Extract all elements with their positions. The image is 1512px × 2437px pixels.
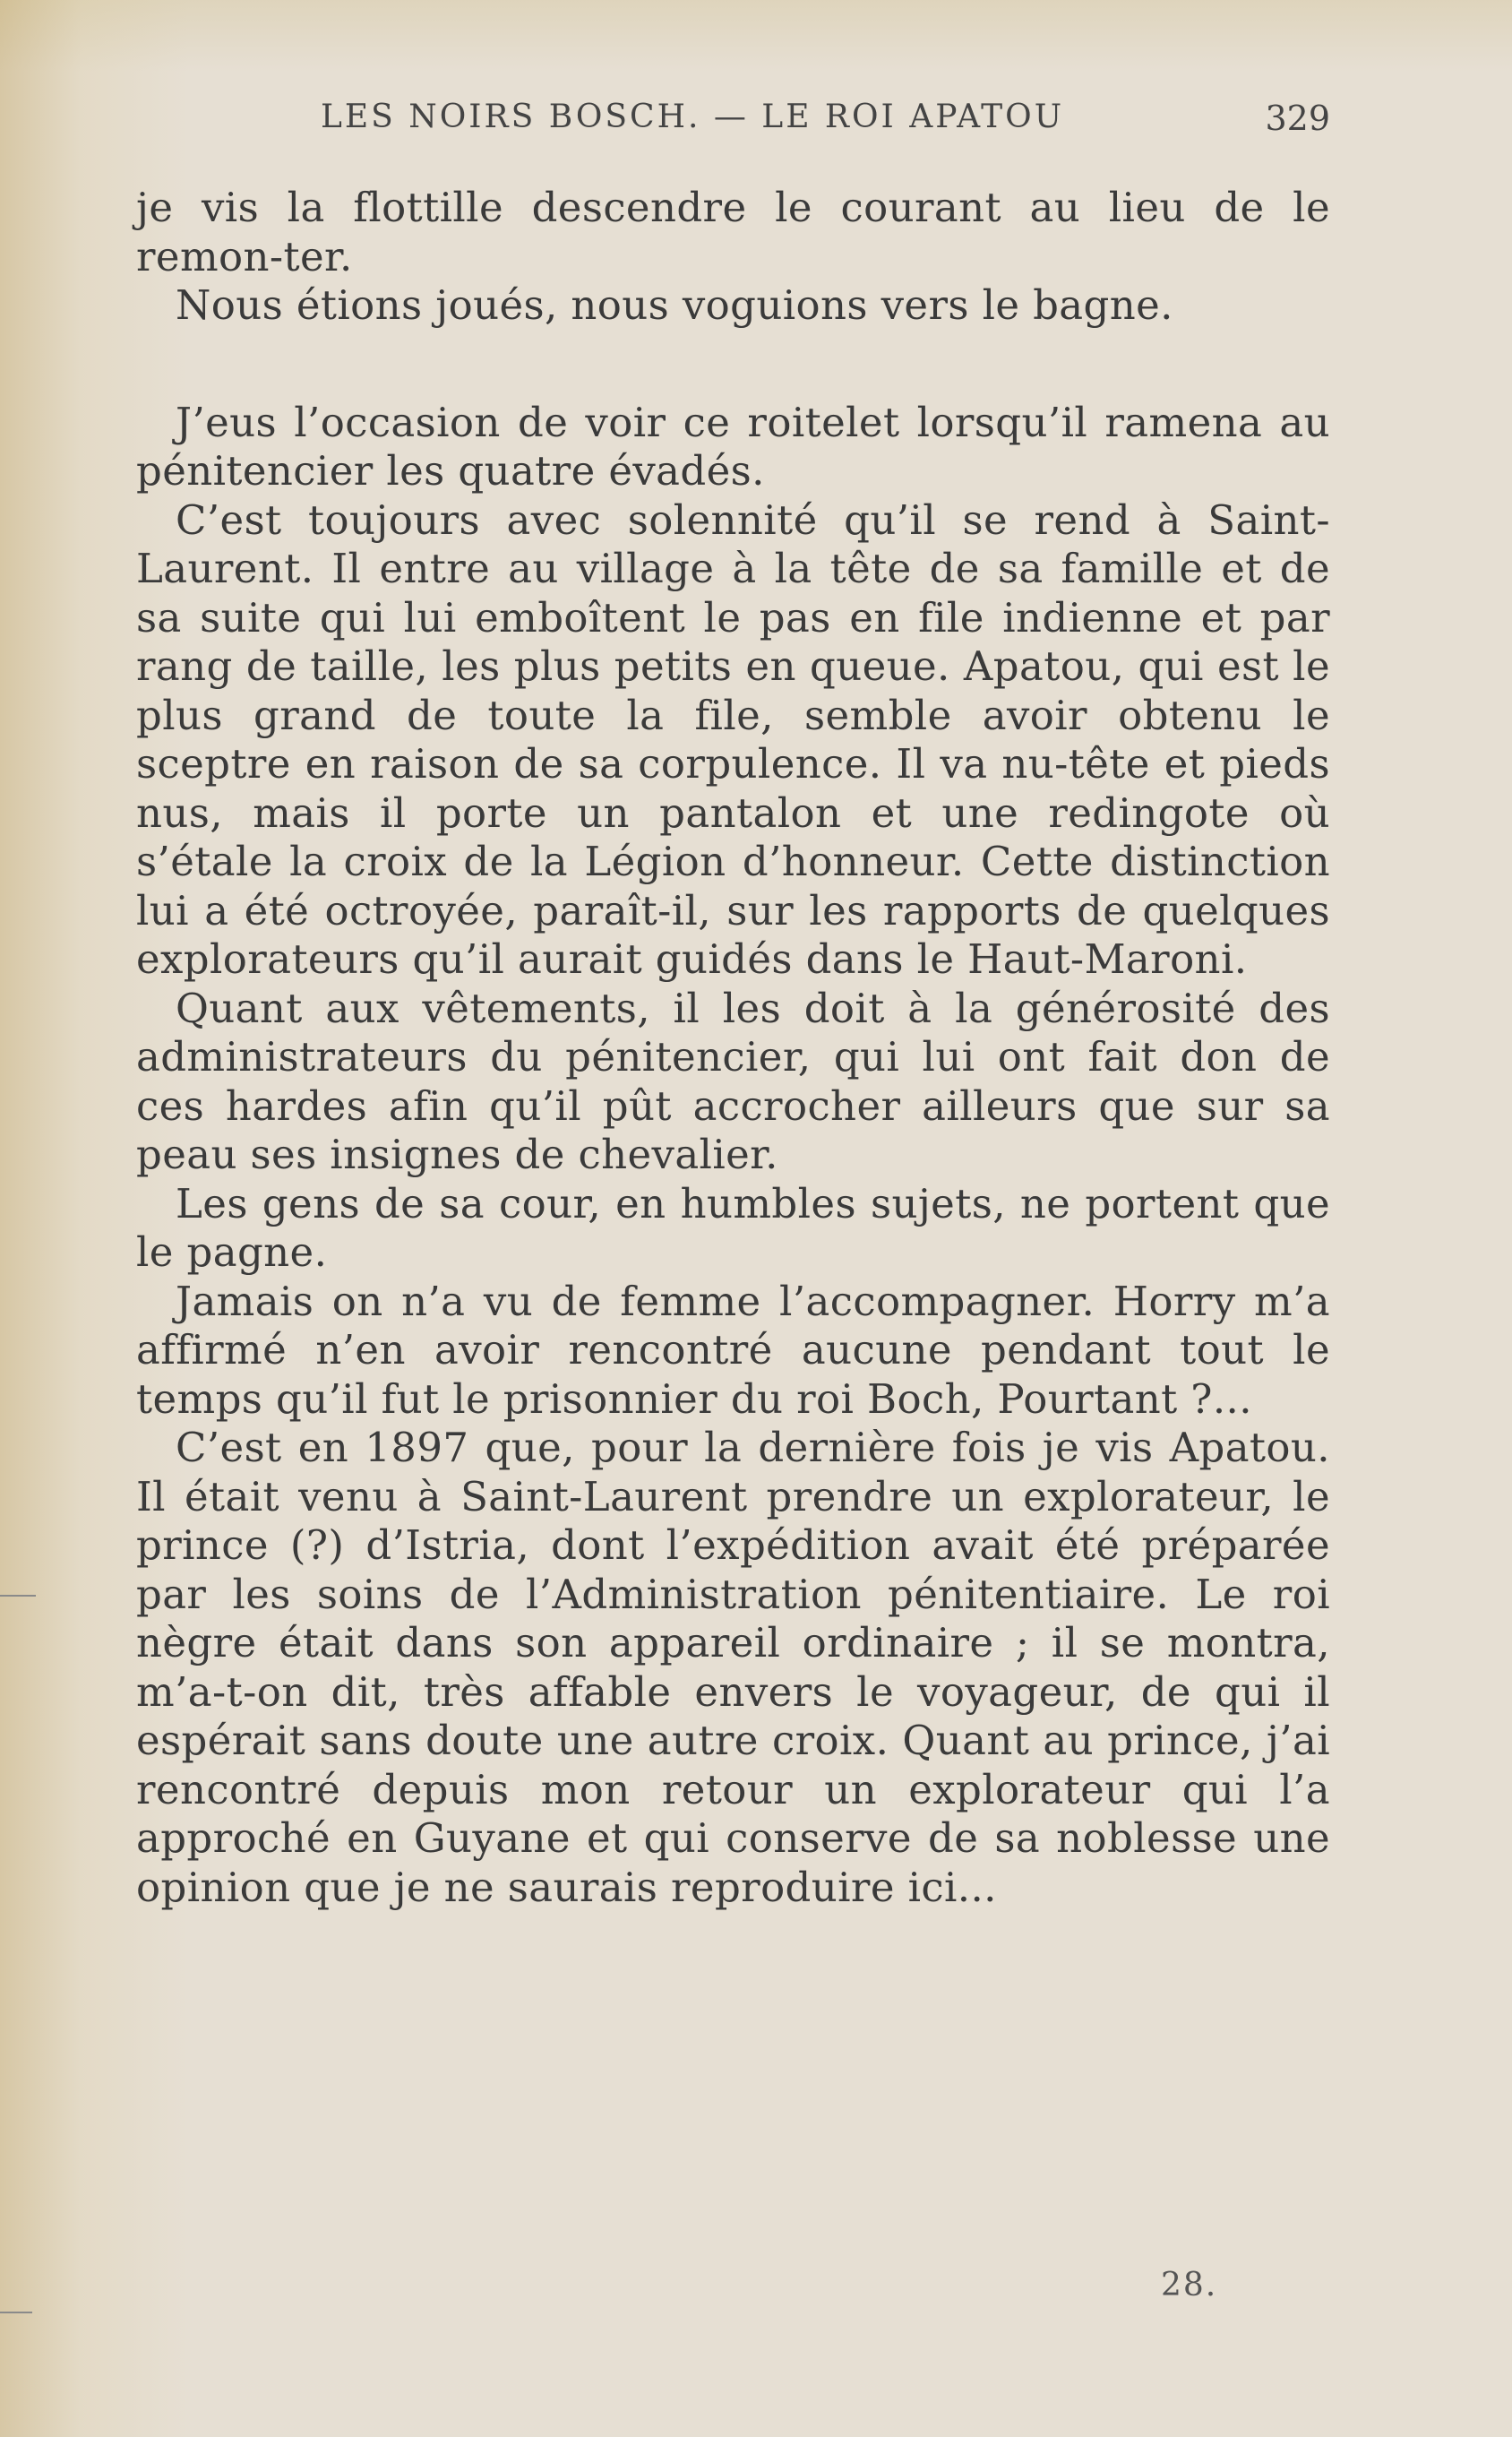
paragraph: J’eus l’occasion de voir ce roitelet lorsqu’il ramena au pénitencier les quatre évadés. — [136, 398, 1330, 495]
edge-mark — [0, 2312, 32, 2313]
page-header — [134, 99, 1330, 143]
signature-mark: 28. — [1161, 2267, 1218, 2304]
body-text — [136, 184, 1330, 1912]
running-title: LES NOIRS BOSCH. — LE ROI APATOU — [321, 99, 1065, 135]
paragraph: Nous étions joués, nous voguions vers le bagne. — [176, 281, 1173, 329]
paragraph: C’est en 1897 que, pour la dernière fois je vis Apatou. Il était venu à Saint-Laurent prendre un explorateur, le prince (?) d’Istria, dont l’expédition avait été préparée par les soins de l’Administration pénitentiaire. Le roi nègre était dans son appareil ordinaire ; il se montra, m’a-t-on dit, très affable envers le voyageur, de qui il espérait sans doute une autre croix. Quant au prince, j’ai rencontré depuis mon retour un explorateur qui l’a approché en Guyane et qui conserve de sa noblesse une opinion que je ne saurais reproduire ici... — [136, 1424, 1330, 1911]
paragraph: Les gens de sa cour, en humbles sujets, ne portent que le pagne. — [136, 1179, 1330, 1276]
edge-mark — [0, 1595, 36, 1597]
paragraph: Jamais on n’a vu de femme l’accompagner. Horry m’a affirmé n’en avoir rencontré aucune pendant tout le temps qu’il fut le prisonnier du roi Boch, Pourtant ?... — [136, 1277, 1330, 1423]
section-break — [136, 331, 1330, 399]
paragraph-continuation: je vis la flottille descendre le courant au lieu de le remon-ter. — [136, 184, 1330, 280]
paragraph: Quant aux vêtements, il les doit à la générosité des administrateurs du pénitencier, qui lui ont fait don de ces hardes afin qu’il pût accrocher ailleurs que sur sa peau ses insignes de chevalier. — [136, 984, 1330, 1178]
page-number: 329 — [1265, 99, 1330, 138]
paragraph: C’est toujours avec solennité qu’il se rend à Saint-Laurent. Il entre au village à la tête de sa famille et de sa suite qui lui emboîtent le pas en file indienne et par rang de taille, les plus petits en queue. Apatou, qui est le plus grand de toute la file, semble avoir obtenu le sceptre en raison de sa corpulence. Il va nu-tête et pieds nus, mais il porte un pantalon et une redingote où s’étale la croix de la Légion d’honneur. Cette distinction lui a été octroyée, paraît-il, sur les rapports de quelques explorateurs qu’il aurait guidés dans le Haut-Maroni. — [136, 495, 1330, 983]
